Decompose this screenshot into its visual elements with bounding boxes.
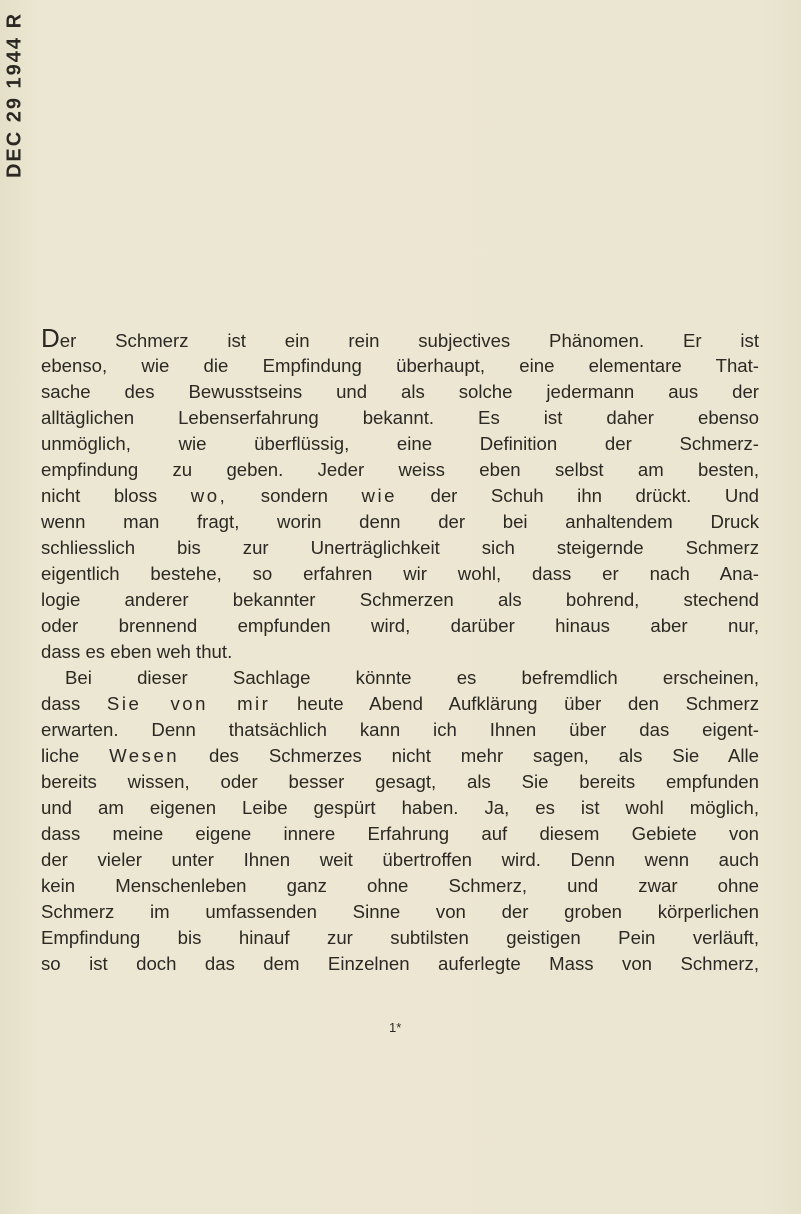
text-line: empfindung zu geben. Jeder weiss eben selbst am besten, (41, 459, 759, 480)
text-line: erwarten. Denn thatsächlich kann ich Ihnen über das eigent- (41, 719, 759, 740)
text-line: nicht bloss wo, sondern wie der Schuh ihn drückt. Und (41, 485, 760, 506)
drop-cap: D (41, 323, 60, 353)
stamp-text: DEC 29 1944 R (3, 11, 26, 179)
text-line: kein Menschenleben ganz ohne Schmerz, und zwar ohne (41, 875, 759, 896)
spaced-word: Sie von mir (106, 693, 271, 714)
text-line: dass es eben weh thut. (41, 641, 233, 662)
text-line: alltäglichen Lebenserfahrung bekannt. Es ist daher ebenso (41, 407, 759, 428)
text-line: ebenso, wie die Empfindung überhaupt, eine elementare That- (41, 355, 759, 376)
text-line: so ist doch das dem Einzelnen auferlegte Mass von Schmerz, (41, 953, 759, 974)
text-line: dass Sie von mir heute Abend Aufklärung über den Schmerz (41, 693, 759, 714)
signature-mark: 1* (389, 1020, 402, 1035)
text-line: dass meine eigene innere Erfahrung auf diesem Gebiete von (41, 823, 759, 844)
library-date-stamp (2, 0, 26, 190)
text-line: wenn man fragt, worin denn der bei anhaltendem Druck (41, 511, 759, 532)
text-line: bereits wissen, oder besser gesagt, als Sie bereits empfunden (41, 771, 759, 792)
text-line: Empfindung bis hinauf zur subtilsten geistigen Pein verläuft, (41, 927, 759, 948)
text-line: Bei dieser Sachlage könnte es befremdlich erscheinen, (65, 667, 759, 688)
text-line: sache des Bewusstseins und als solche jedermann aus der (41, 381, 759, 402)
text-line: liche Wesen des Schmerzes nicht mehr sagen, als Sie Alle (41, 745, 759, 766)
text-line: unmöglich, wie überflüssig, eine Definition der Schmerz- (41, 433, 759, 454)
body-text (41, 323, 760, 977)
spaced-word: wo, (190, 485, 228, 506)
text-line: schliesslich bis zur Unerträglichkeit sich steigernde Schmerz (41, 537, 759, 558)
text-line: logie anderer bekannter Schmerzen als bohrend, stechend (41, 589, 759, 610)
text-line: Der Schmerz ist ein rein subjectives Phänomen. Er ist (41, 323, 759, 353)
spaced-word: wie (361, 485, 397, 506)
text-line: und am eigenen Leibe gespürt haben. Ja, es ist wohl möglich, (41, 797, 759, 818)
text-line: Schmerz im umfassenden Sinne von der groben körperlichen (41, 901, 759, 922)
text-line: oder brennend empfunden wird, darüber hinaus aber nur, (41, 615, 759, 636)
spaced-word: Wesen (109, 745, 180, 766)
text-line: der vieler unter Ihnen weit übertroffen wird. Denn wenn auch (41, 849, 759, 870)
text-line: eigentlich bestehe, so erfahren wir wohl, dass er nach Ana- (41, 563, 759, 584)
